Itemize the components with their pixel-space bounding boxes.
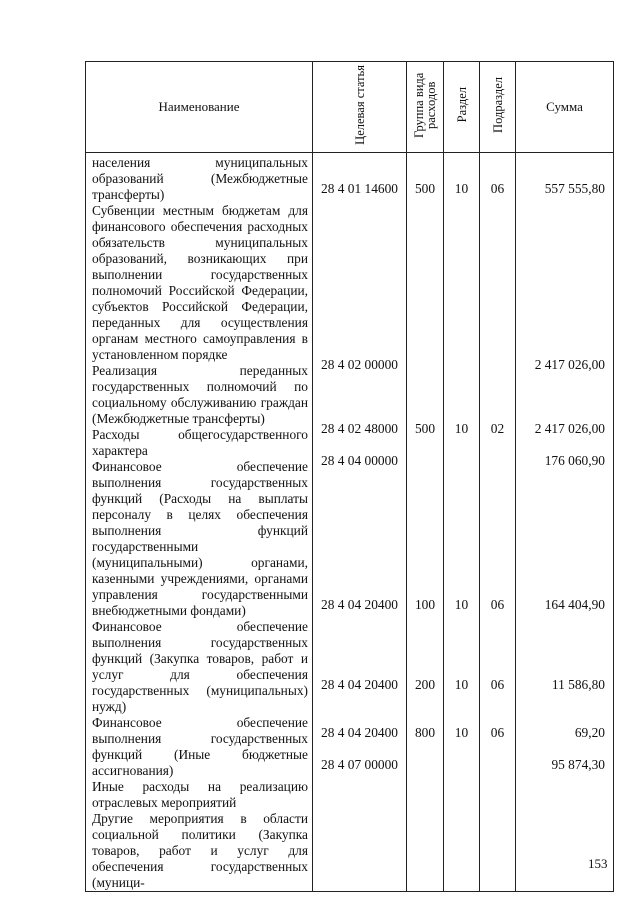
row-target: 28 4 07 00000 xyxy=(321,757,398,772)
row-sum: 2 417 026,00 xyxy=(534,357,605,372)
row-name: Иные расходы на реализацию отраслевых мероприятий xyxy=(92,779,308,810)
header-subsection-cell xyxy=(480,62,516,153)
row-name: Другие мероприятия в области социальной политики (Закупка товаров, работ и услуг для обеспечения государственных (муници- xyxy=(92,811,308,890)
table-header-row xyxy=(86,62,614,153)
row-sum: 69,20 xyxy=(574,725,605,740)
row-target: 28 4 01 14600 xyxy=(321,181,398,196)
row-name: Расходы общегосударственного характера xyxy=(92,427,308,458)
budget-table xyxy=(85,61,614,892)
row-sum: 2 417 026,00 xyxy=(534,421,605,436)
header-name: Наименование xyxy=(86,62,313,153)
row-name: населения муниципальных образований (Межбюджетные трансферты) xyxy=(92,155,308,202)
header-section-cell xyxy=(444,62,480,153)
row-group: 800 xyxy=(414,725,436,740)
header-section: Раздел xyxy=(454,87,469,123)
sum-column xyxy=(516,153,614,892)
group-column xyxy=(407,153,444,892)
table-body-row xyxy=(86,153,614,892)
target-column xyxy=(313,153,407,892)
row-subsection: 06 xyxy=(490,181,505,196)
names-column xyxy=(86,153,313,892)
row-target: 28 4 02 48000 xyxy=(321,421,398,436)
row-group: 500 xyxy=(414,421,436,436)
row-name: Реализация переданных государственных полномочий по социальному обслуживанию граждан (Межбюджетные трансферты) xyxy=(92,363,308,426)
row-name: Финансовое обеспечение выполнения государственных функций (Закупка товаров, работ и услуг для обеспечения государственных (муниципальных) нужд) xyxy=(92,619,308,714)
page-number: 153 xyxy=(588,856,608,871)
row-subsection: 02 xyxy=(490,421,505,436)
header-expense-group: Группа вида расходов xyxy=(412,72,438,138)
header-target-article: Целевая статья xyxy=(352,65,367,145)
section-column xyxy=(444,153,480,892)
row-name: Финансовое обеспечение выполнения государственных функций (Иные бюджетные ассигнования) xyxy=(92,715,308,778)
row-sum: 11 586,80 xyxy=(551,677,605,692)
row-target: 28 4 04 20400 xyxy=(321,677,398,692)
row-target: 28 4 04 00000 xyxy=(321,453,398,468)
header-sum: Сумма xyxy=(516,62,614,153)
row-sum: 557 555,80 xyxy=(544,181,605,196)
row-subsection: 06 xyxy=(490,677,505,692)
row-section: 10 xyxy=(454,421,469,436)
header-expense-group-cell xyxy=(407,62,444,153)
row-name: Субвенции местным бюджетам для финансового обеспечения расходных обязательств муниципальных образований, возникающих при выполнении государственных полномочий Российской Федерации, субъектов Российской Федерации, переданных для осуществления органам местного самоуправления в установленном порядке xyxy=(92,203,308,362)
row-target: 28 4 02 00000 xyxy=(321,357,398,372)
header-subsection: Подраздел xyxy=(490,77,505,133)
row-name: Финансовое обеспечение выполнения государственных функций (Расходы на выплаты персоналу в целях обеспечения выполнения функций государственными (муниципальными) органами, казенными учреждениями, органами управления государственными внебюджетными фондами) xyxy=(92,459,308,618)
row-target: 28 4 04 20400 xyxy=(321,725,398,740)
row-target: 28 4 04 20400 xyxy=(321,597,398,612)
row-subsection: 06 xyxy=(490,597,505,612)
row-section: 10 xyxy=(454,677,469,692)
row-sum: 95 874,30 xyxy=(551,757,605,772)
header-target-article-cell xyxy=(313,62,407,153)
row-group: 500 xyxy=(414,181,436,196)
row-section: 10 xyxy=(454,597,469,612)
row-sum: 164 404,90 xyxy=(544,597,605,612)
row-sum: 176 060,90 xyxy=(544,453,605,468)
row-group: 100 xyxy=(414,597,436,612)
row-section: 10 xyxy=(454,725,469,740)
row-subsection: 06 xyxy=(490,725,505,740)
row-group: 200 xyxy=(414,677,436,692)
row-section: 10 xyxy=(454,181,469,196)
subsection-column xyxy=(480,153,516,892)
